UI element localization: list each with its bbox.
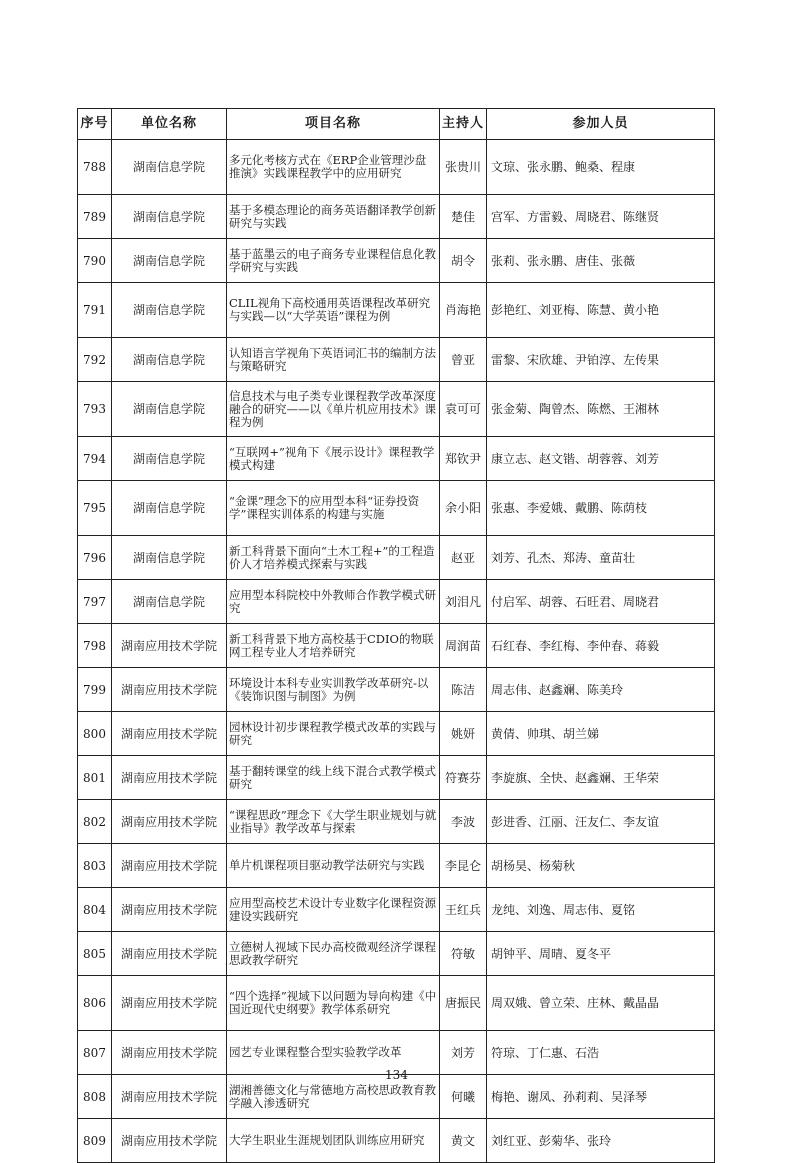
cell-no: 792	[78, 338, 112, 382]
table-row	[78, 283, 715, 338]
cell-members: 刘芳、孔杰、郑涛、童苗壮	[487, 536, 715, 580]
table-row	[78, 338, 715, 382]
cell-members: 黄倩、帅琪、胡兰娣	[487, 712, 715, 756]
cell-host: 刘泪凡	[440, 580, 487, 624]
cell-unit: 湖南应用技术学院	[112, 888, 227, 932]
header-no: 序号	[78, 109, 112, 140]
cell-unit: 湖南应用技术学院	[112, 976, 227, 1031]
cell-members: 梅艳、谢凤、孙莉莉、吴泽琴	[487, 1075, 715, 1119]
cell-members: 李旋旗、全快、赵鑫斓、王华荣	[487, 756, 715, 800]
cell-no: 793	[78, 382, 112, 437]
cell-no: 791	[78, 283, 112, 338]
cell-no: 800	[78, 712, 112, 756]
table-row	[78, 481, 715, 536]
table-row	[78, 800, 715, 844]
cell-no: 803	[78, 844, 112, 888]
table-row	[78, 536, 715, 580]
cell-host: 李昆仑	[440, 844, 487, 888]
cell-host: 刘芳	[440, 1031, 487, 1075]
table-row	[78, 756, 715, 800]
cell-no: 805	[78, 932, 112, 976]
cell-host: 楚佳	[440, 195, 487, 239]
table-row	[78, 1119, 715, 1163]
page-number: 134	[385, 1068, 408, 1082]
table-row	[78, 888, 715, 932]
cell-host: 姚妍	[440, 712, 487, 756]
cell-host: 曾亚	[440, 338, 487, 382]
cell-members: 符琼、丁仁惠、石浩	[487, 1031, 715, 1075]
cell-members: 彭艳红、刘亚梅、陈慧、黄小艳	[487, 283, 715, 338]
cell-members: 龙纯、刘逸、周志伟、夏铭	[487, 888, 715, 932]
cell-members: 彭进香、江丽、汪友仁、李友谊	[487, 800, 715, 844]
cell-members: 胡杨昊、杨菊秋	[487, 844, 715, 888]
cell-project: 立德树人视域下民办高校微观经济学课程思政教学研究	[227, 932, 440, 976]
cell-no: 789	[78, 195, 112, 239]
cell-no: 807	[78, 1031, 112, 1075]
cell-project: 多元化考核方式在《ERP企业管理沙盘推演》实践课程教学中的应用研究	[227, 140, 440, 195]
cell-project: 基于蓝墨云的电子商务专业课程信息化教学研究与实践	[227, 239, 440, 283]
cell-unit: 湖南信息学院	[112, 382, 227, 437]
cell-host: 胡令	[440, 239, 487, 283]
cell-host: 符赛芬	[440, 756, 487, 800]
cell-unit: 湖南信息学院	[112, 580, 227, 624]
cell-unit: 湖南应用技术学院	[112, 668, 227, 712]
header-members: 参加人员	[487, 109, 715, 140]
cell-members: 康立志、赵文锴、胡蓉蓉、刘芳	[487, 437, 715, 481]
cell-unit: 湖南应用技术学院	[112, 800, 227, 844]
cell-unit: 湖南应用技术学院	[112, 1075, 227, 1119]
cell-host: 符敏	[440, 932, 487, 976]
cell-members: 胡钟平、周晴、夏冬平	[487, 932, 715, 976]
cell-members: 张惠、李爱娥、戴鹏、陈荫枝	[487, 481, 715, 536]
cell-no: 806	[78, 976, 112, 1031]
cell-unit: 湖南应用技术学院	[112, 1031, 227, 1075]
cell-no: 808	[78, 1075, 112, 1119]
cell-members: 雷黎、宋欣雄、尹铂淳、左传果	[487, 338, 715, 382]
cell-no: 799	[78, 668, 112, 712]
cell-project: 园艺专业课程整合型实验教学改革	[227, 1031, 440, 1075]
cell-project: 大学生职业生涯规划团队训练应用研究	[227, 1119, 440, 1163]
table-row	[78, 239, 715, 283]
table-row	[78, 624, 715, 668]
header-project: 项目名称	[227, 109, 440, 140]
cell-project: “四个选择”视域下以问题为导向构建《中国近现代史纲要》教学体系研究	[227, 976, 440, 1031]
cell-unit: 湖南应用技术学院	[112, 712, 227, 756]
cell-host: 郑钦尹	[440, 437, 487, 481]
cell-no: 801	[78, 756, 112, 800]
table-header-row	[78, 109, 715, 140]
cell-project: 基于多模态理论的商务英语翻译教学创新研究与实践	[227, 195, 440, 239]
table-row	[78, 140, 715, 195]
cell-unit: 湖南信息学院	[112, 195, 227, 239]
cell-unit: 湖南应用技术学院	[112, 932, 227, 976]
table-row	[78, 195, 715, 239]
cell-host: 周润苗	[440, 624, 487, 668]
cell-members: 宫军、方雷毅、周晓君、陈继贤	[487, 195, 715, 239]
cell-host: 王红兵	[440, 888, 487, 932]
cell-unit: 湖南信息学院	[112, 283, 227, 338]
cell-project: 基于翻转课堂的线上线下混合式教学模式研究	[227, 756, 440, 800]
cell-unit: 湖南信息学院	[112, 481, 227, 536]
cell-project: CLIL视角下高校通用英语课程改革研究与实践—以“大学英语”课程为例	[227, 283, 440, 338]
cell-project: 认知语言学视角下英语词汇书的编制方法与策略研究	[227, 338, 440, 382]
cell-project: “课程思政”理念下《大学生职业规划与就业指导》教学改革与探索	[227, 800, 440, 844]
cell-project: 单片机课程项目驱动教学法研究与实践	[227, 844, 440, 888]
cell-members: 周双娥、曾立荣、庄林、戴晶晶	[487, 976, 715, 1031]
cell-no: 802	[78, 800, 112, 844]
cell-no: 794	[78, 437, 112, 481]
cell-no: 798	[78, 624, 112, 668]
cell-no: 809	[78, 1119, 112, 1163]
cell-unit: 湖南信息学院	[112, 338, 227, 382]
table-row	[78, 844, 715, 888]
cell-project: 园林设计初步课程教学模式改革的实践与研究	[227, 712, 440, 756]
table-row	[78, 712, 715, 756]
cell-host: 赵亚	[440, 536, 487, 580]
table-row	[78, 932, 715, 976]
cell-project: 应用型高校艺术设计专业数字化课程资源建设实践研究	[227, 888, 440, 932]
cell-unit: 湖南信息学院	[112, 239, 227, 283]
cell-project: 信息技术与电子类专业课程教学改革深度融合的研究——以《单片机应用技术》课程为例	[227, 382, 440, 437]
table-row	[78, 382, 715, 437]
cell-project: “互联网+”视角下《展示设计》课程教学模式构建	[227, 437, 440, 481]
table-row	[78, 437, 715, 481]
table-row	[78, 976, 715, 1031]
cell-no: 790	[78, 239, 112, 283]
cell-members: 文琼、张永鹏、鲍桑、程康	[487, 140, 715, 195]
cell-members: 石红春、李红梅、李仲春、蒋毅	[487, 624, 715, 668]
cell-project: 环境设计本科专业实训教学改革研究-以 《装饰识图与制图》为例	[227, 668, 440, 712]
cell-project: “金课”理念下的应用型本科“证券投资学”课程实训体系的构建与实施	[227, 481, 440, 536]
cell-host: 肖海艳	[440, 283, 487, 338]
cell-host: 李波	[440, 800, 487, 844]
table-row	[78, 668, 715, 712]
header-unit: 单位名称	[112, 109, 227, 140]
cell-members: 刘红亚、彭菊华、张玲	[487, 1119, 715, 1163]
cell-project: 新工科背景下面向“土木工程+”的工程造价人才培养模式探索与实践	[227, 536, 440, 580]
cell-host: 余小阳	[440, 481, 487, 536]
project-table	[77, 108, 715, 1163]
cell-no: 788	[78, 140, 112, 195]
cell-unit: 湖南应用技术学院	[112, 1119, 227, 1163]
cell-no: 797	[78, 580, 112, 624]
cell-unit: 湖南信息学院	[112, 437, 227, 481]
table-row	[78, 580, 715, 624]
cell-project: 应用型本科院校中外教师合作教学模式研究	[227, 580, 440, 624]
cell-no: 804	[78, 888, 112, 932]
cell-host: 陈洁	[440, 668, 487, 712]
cell-host: 唐振民	[440, 976, 487, 1031]
cell-unit: 湖南应用技术学院	[112, 624, 227, 668]
cell-host: 何曦	[440, 1075, 487, 1119]
cell-host: 黄文	[440, 1119, 487, 1163]
cell-unit: 湖南应用技术学院	[112, 844, 227, 888]
cell-members: 周志伟、赵鑫斓、陈美玲	[487, 668, 715, 712]
cell-unit: 湖南应用技术学院	[112, 756, 227, 800]
cell-no: 795	[78, 481, 112, 536]
cell-members: 张莉、张永鹏、唐佳、张薇	[487, 239, 715, 283]
cell-host: 袁可可	[440, 382, 487, 437]
cell-unit: 湖南信息学院	[112, 536, 227, 580]
header-host: 主持人	[440, 109, 487, 140]
cell-project: 新工科背景下地方高校基于CDIO的物联网工程专业人才培养研究	[227, 624, 440, 668]
cell-members: 付启军、胡蓉、石旺君、周晓君	[487, 580, 715, 624]
cell-host: 张贵川	[440, 140, 487, 195]
cell-unit: 湖南信息学院	[112, 140, 227, 195]
cell-project: 湖湘善德文化与常德地方高校思政教育教学融入渗透研究	[227, 1075, 440, 1119]
cell-members: 张金菊、陶曾杰、陈燃、王湘林	[487, 382, 715, 437]
cell-no: 796	[78, 536, 112, 580]
